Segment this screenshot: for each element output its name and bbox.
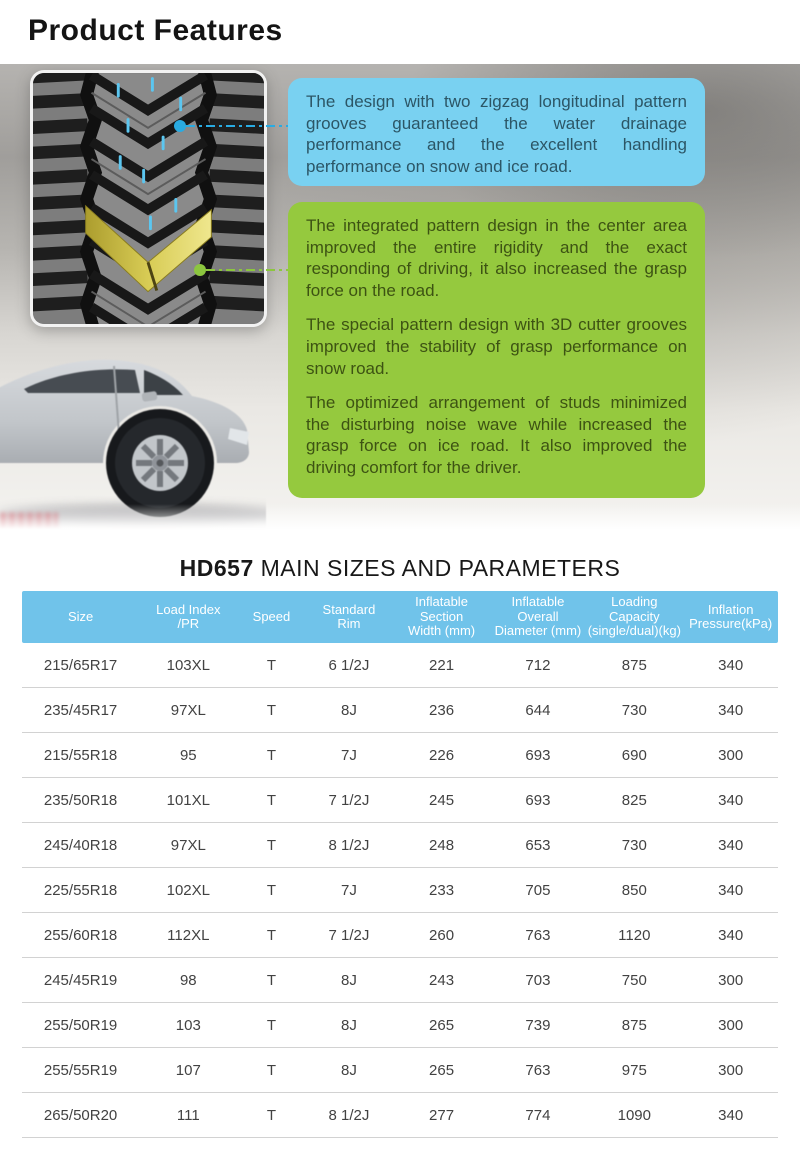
cell-loading-capacity: 750: [621, 971, 647, 989]
cell-loading-capacity: 825: [621, 791, 647, 809]
cell-size: 245/45R19: [43, 971, 118, 989]
cell-section-width: 265: [429, 1016, 455, 1034]
feature-box-grip: [288, 202, 705, 498]
cell-standard-rim: 7J: [341, 746, 357, 764]
cell-speed: T: [266, 836, 277, 854]
cell-overall-diameter: 774: [525, 1106, 551, 1124]
col-header-size: Size: [67, 608, 94, 624]
table-row: [22, 868, 778, 913]
table-row: [22, 823, 778, 868]
table-row: [22, 1003, 778, 1048]
cell-speed: T: [266, 926, 277, 944]
feature-text-3d-cutter: The special pattern design with 3D cutter grooves improved the stability of grasp performance on snow road.: [306, 315, 687, 378]
cell-speed: T: [266, 791, 277, 809]
feature-text-water: The design with two zigzag longitudinal pattern grooves guaranteed the water drainage performance and the excellent handling performance on snow and ice road.: [306, 92, 687, 176]
cell-size: 265/50R20: [43, 1106, 118, 1124]
cell-inflation-pressure: 340: [718, 791, 744, 809]
col-header-loading-capacity: Loading Capacity (single/dual)(kg): [587, 594, 681, 639]
table-row: [22, 643, 778, 688]
cell-section-width: 236: [429, 701, 455, 719]
table-header-row: [22, 591, 778, 643]
cell-speed: T: [266, 1061, 277, 1079]
cell-section-width: 260: [429, 926, 455, 944]
cell-standard-rim: 8 1/2J: [328, 1106, 370, 1124]
table-title-rest: MAIN SIZES AND PARAMETERS: [253, 555, 621, 581]
feature-box-water: [288, 78, 705, 186]
cell-section-width: 248: [429, 836, 455, 854]
cell-overall-diameter: 644: [525, 701, 551, 719]
cell-overall-diameter: 703: [525, 971, 551, 989]
cell-standard-rim: 7J: [341, 881, 357, 899]
cell-speed: T: [266, 746, 277, 764]
cell-overall-diameter: 712: [525, 656, 551, 674]
cell-load-index: 107: [175, 1061, 201, 1079]
cell-size: 245/40R18: [43, 836, 118, 854]
cell-section-width: 265: [429, 1061, 455, 1079]
cell-size: 255/60R18: [43, 926, 118, 944]
cell-load-index: 102XL: [166, 881, 210, 899]
cell-loading-capacity: 1120: [618, 926, 651, 944]
col-header-standard-rim: Standard Rim: [322, 601, 376, 631]
cell-loading-capacity: 730: [621, 836, 647, 854]
cell-section-width: 243: [429, 971, 455, 989]
cell-inflation-pressure: 340: [718, 656, 744, 674]
cell-load-index: 97XL: [170, 701, 206, 719]
cell-loading-capacity: 850: [621, 881, 647, 899]
cell-load-index: 103XL: [166, 656, 210, 674]
cell-size: 235/50R18: [43, 791, 118, 809]
cell-standard-rim: 7 1/2J: [328, 791, 370, 809]
feature-text-studs: The optimized arrangement of studs minimized the disturbing noise wave while increased the grasp force on ice road. It also improved the driving comfort for the driver.: [306, 393, 687, 477]
cell-standard-rim: 8J: [341, 1016, 357, 1034]
cell-inflation-pressure: 340: [718, 881, 744, 899]
water-callout-line: [186, 125, 288, 127]
cell-loading-capacity: 875: [621, 656, 647, 674]
col-header-inflation-pressure: Inflation Pressure(kPa): [689, 601, 773, 631]
cell-inflation-pressure: 300: [718, 1016, 744, 1034]
cell-inflation-pressure: 340: [718, 701, 744, 719]
cell-inflation-pressure: 300: [718, 1061, 744, 1079]
cell-speed: T: [266, 1106, 277, 1124]
cell-inflation-pressure: 340: [718, 836, 744, 854]
cell-standard-rim: 8J: [341, 701, 357, 719]
cell-overall-diameter: 705: [525, 881, 551, 899]
cell-overall-diameter: 763: [525, 926, 551, 944]
cell-standard-rim: 8J: [341, 1061, 357, 1079]
col-header-section-width: Inflatable Section Width (mm): [407, 594, 476, 639]
cell-load-index: 111: [176, 1106, 200, 1124]
cell-overall-diameter: 739: [525, 1016, 551, 1034]
car-photo-graphic: [0, 332, 266, 530]
tread-pattern-graphic: [33, 73, 264, 324]
center-callout-line: [206, 269, 288, 271]
cell-overall-diameter: 763: [525, 1061, 551, 1079]
cell-standard-rim: 8 1/2J: [328, 836, 370, 854]
cell-inflation-pressure: 300: [718, 971, 744, 989]
table-row: [22, 958, 778, 1003]
table-row: [22, 1048, 778, 1093]
cell-loading-capacity: 690: [621, 746, 647, 764]
model-name: HD657: [179, 555, 254, 581]
cell-standard-rim: 8J: [341, 971, 357, 989]
cell-section-width: 245: [429, 791, 455, 809]
red-watermark: [0, 513, 58, 529]
cell-section-width: 226: [429, 746, 455, 764]
cell-loading-capacity: 875: [621, 1016, 647, 1034]
cell-load-index: 95: [179, 746, 197, 764]
cell-speed: T: [266, 1016, 277, 1034]
table-row: [22, 778, 778, 823]
sizes-parameters-table: [22, 591, 778, 1138]
cell-size: 215/65R17: [43, 656, 118, 674]
table-title: [0, 555, 800, 582]
table-row: [22, 913, 778, 958]
water-callout-dot: [174, 120, 186, 132]
cell-load-index: 98: [179, 971, 197, 989]
cell-size: 225/55R18: [43, 881, 118, 899]
feature-text-rigidity: The integrated pattern design in the center area improved the entire rigidity and the exact responding of driving, it also increased the grasp force on the road.: [306, 216, 687, 300]
cell-load-index: 112XL: [167, 926, 210, 944]
cell-size: 255/50R19: [43, 1016, 118, 1034]
cell-overall-diameter: 653: [525, 836, 551, 854]
cell-speed: T: [266, 656, 277, 674]
cell-loading-capacity: 975: [621, 1061, 647, 1079]
cell-size: 255/55R19: [43, 1061, 118, 1079]
cell-standard-rim: 6 1/2J: [328, 656, 370, 674]
tire-tread-image: [30, 70, 267, 327]
cell-speed: T: [266, 701, 277, 719]
cell-speed: T: [266, 971, 277, 989]
cell-load-index: 101XL: [166, 791, 210, 809]
cell-inflation-pressure: 340: [718, 926, 744, 944]
cell-size: 235/45R17: [43, 701, 118, 719]
cell-section-width: 277: [429, 1106, 455, 1124]
cell-loading-capacity: 730: [621, 701, 647, 719]
table-row: [22, 688, 778, 733]
table-row: [22, 733, 778, 778]
cell-inflation-pressure: 300: [718, 746, 744, 764]
cell-inflation-pressure: 340: [718, 1106, 744, 1124]
col-header-speed: Speed: [252, 608, 291, 624]
cell-loading-capacity: 1090: [617, 1106, 651, 1124]
cell-overall-diameter: 693: [525, 791, 551, 809]
page-title: Product Features: [28, 14, 283, 47]
cell-size: 215/55R18: [43, 746, 118, 764]
cell-load-index: 97XL: [170, 836, 206, 854]
cell-overall-diameter: 693: [525, 746, 551, 764]
hero-photo: [0, 64, 800, 530]
cell-load-index: 103: [175, 1016, 201, 1034]
col-header-overall-diameter: Inflatable Overall Diameter (mm): [494, 594, 582, 639]
table-body: [22, 643, 778, 1138]
cell-standard-rim: 7 1/2J: [328, 926, 370, 944]
center-callout-dot: [194, 264, 206, 276]
cell-speed: T: [266, 881, 277, 899]
cell-section-width: 233: [429, 881, 455, 899]
cell-section-width: 221: [429, 656, 455, 674]
col-header-load-index: Load Index /PR: [156, 601, 221, 631]
table-row: [22, 1093, 778, 1138]
